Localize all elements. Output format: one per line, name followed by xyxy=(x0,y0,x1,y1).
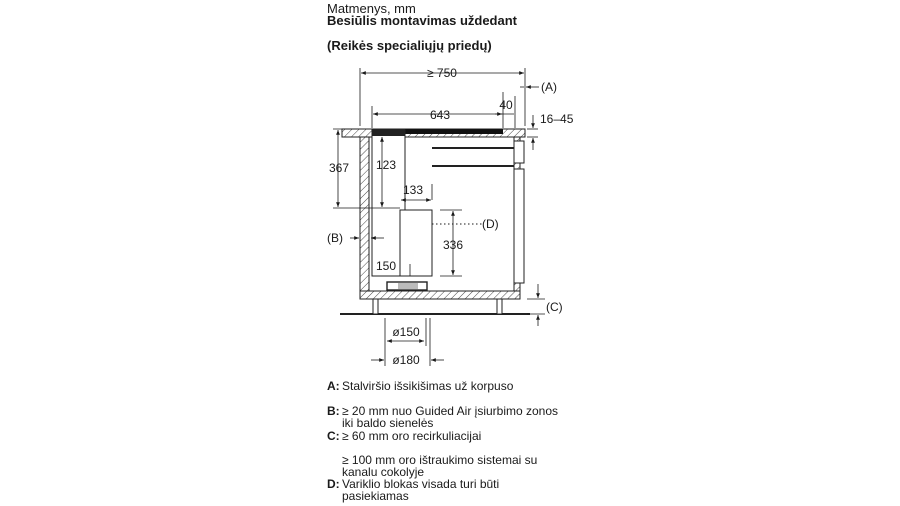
dim-label-336: 336 xyxy=(443,238,464,252)
drawer-front-bottom xyxy=(514,169,524,283)
unit-note: Matmenys, mm xyxy=(327,1,416,16)
drawer-front-top xyxy=(514,141,524,163)
legend-item-c2 xyxy=(327,454,537,478)
legend-item-d xyxy=(327,478,499,502)
dim-label-643: 643 xyxy=(429,108,451,122)
legend-key: D: xyxy=(327,477,340,491)
page-title: Besiūlis montavimas uždedant xyxy=(327,13,517,28)
legend-text-cont: iki baldo sienelės xyxy=(342,416,434,430)
legend-text: ≥ 20 mm nuo Guided Air įsiurbimo zonos xyxy=(342,404,559,418)
legend-text-cont: pasiekiamas xyxy=(342,489,409,503)
leg-right xyxy=(497,299,502,314)
dim-label-16-45: 16–45 xyxy=(540,112,574,126)
leg-left xyxy=(373,299,378,314)
dim-label-150: 150 xyxy=(376,259,397,273)
dim-label-d180: ø180 xyxy=(392,353,420,367)
legend-text: Stalviršio išsikišimas už korpuso xyxy=(342,379,514,393)
callout-c: (C) xyxy=(546,300,563,314)
dim-label-133: 133 xyxy=(403,183,424,197)
callout-b: (B) xyxy=(327,231,343,245)
dim-label-367: 367 xyxy=(329,161,350,175)
legend-item-b xyxy=(327,405,558,429)
dim-label-d150: ø150 xyxy=(392,325,420,339)
dim-label-750: ≥ 750 xyxy=(427,66,457,80)
cabinet-bottom xyxy=(360,291,520,299)
motor-block xyxy=(400,210,432,276)
legend-key: B: xyxy=(327,404,340,418)
cabinet-left-wall xyxy=(360,137,369,292)
dim-label-40: 40 xyxy=(499,98,513,112)
legend-text: Variklio blokas visada turi būti xyxy=(342,477,500,491)
legend-item-c xyxy=(327,430,481,442)
legend-text: ≥ 100 mm oro ištraukimo sistemai su xyxy=(342,453,538,467)
legend-text: ≥ 60 mm oro recirkuliacijai xyxy=(342,429,482,443)
cooktop-glass xyxy=(405,129,503,134)
callout-d: (D) xyxy=(482,217,499,231)
callout-a: (A) xyxy=(541,80,557,94)
legend-item-a xyxy=(327,380,513,392)
page-subtitle: (Reikės specialiųjų priedų) xyxy=(327,38,492,53)
dim-label-123: 123 xyxy=(376,158,397,172)
legend-key: A: xyxy=(327,379,340,393)
legend-text-cont: kanalu cokolyje xyxy=(342,465,425,479)
legend-key: C: xyxy=(327,429,340,443)
